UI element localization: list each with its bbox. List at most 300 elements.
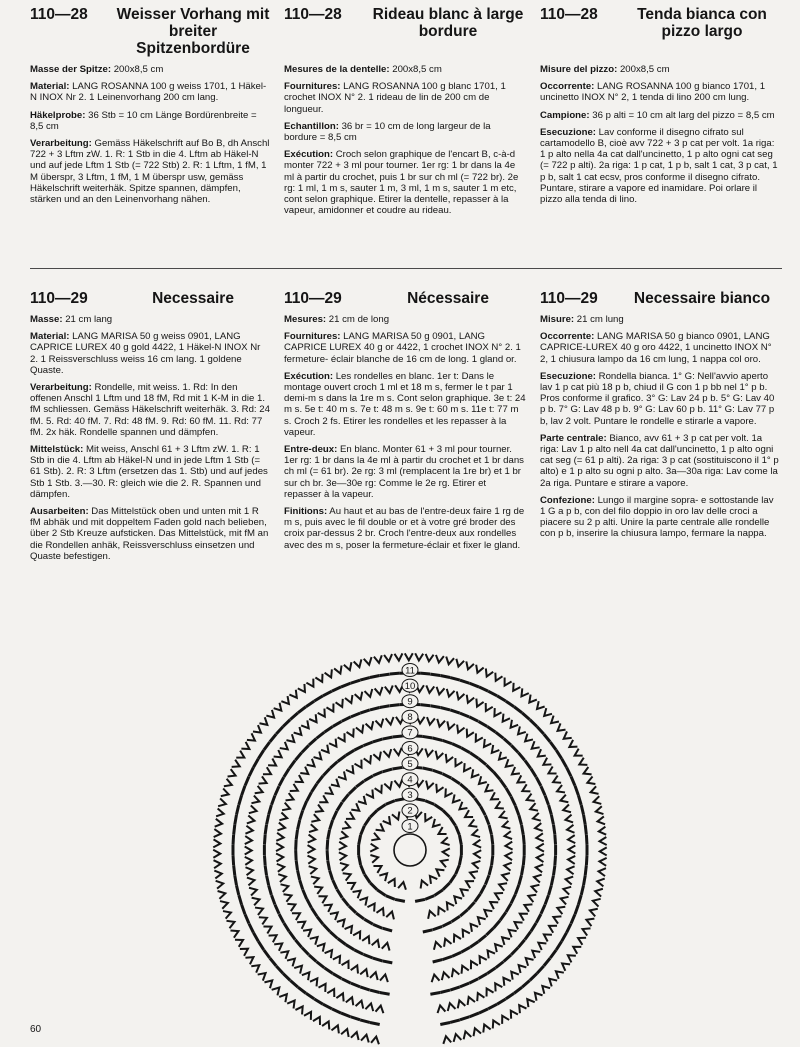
stitch-mark <box>346 765 357 775</box>
pattern-title: Weisser Vorhang mit breiter Spitzenbordüre <box>116 6 270 57</box>
stitch-mark <box>309 865 317 874</box>
stitch-mark <box>361 826 365 835</box>
stitch-mark <box>430 993 440 995</box>
stitch-mark <box>253 725 263 736</box>
stitch-mark <box>302 970 313 980</box>
stitch-mark <box>315 805 325 815</box>
stitch-mark <box>370 844 377 852</box>
stitch-mark <box>501 871 510 881</box>
stitch-mark <box>452 916 460 922</box>
stitch-mark <box>536 939 546 950</box>
stitch-mark <box>426 717 435 725</box>
stitch-mark <box>506 993 514 999</box>
stitch-mark <box>433 926 442 929</box>
stitch-mark <box>249 886 258 896</box>
stitch-mark <box>482 703 492 713</box>
stitch-mark <box>442 774 451 778</box>
stitch-mark <box>279 914 284 923</box>
stitch-mark <box>343 871 353 881</box>
stitch-mark <box>373 924 382 928</box>
stitch-mark <box>516 1003 527 1013</box>
stitch-mark <box>530 948 540 959</box>
stitch-mark <box>470 683 479 687</box>
stitch-mark <box>220 899 229 909</box>
stitch-mark <box>461 947 470 952</box>
stitch-mark <box>452 758 462 768</box>
stitch-mark <box>310 976 321 986</box>
stitch-mark <box>306 993 314 999</box>
stitch-mark <box>361 1034 370 1043</box>
stitch-mark <box>600 847 607 855</box>
stitch-mark <box>296 860 297 870</box>
stitch-mark <box>327 987 337 997</box>
stitch-mark <box>507 1009 517 1019</box>
stitch-mark <box>245 856 253 864</box>
stitch-mark <box>589 786 598 796</box>
stitch-mark <box>271 895 274 904</box>
stitch-mark <box>323 1004 332 1009</box>
stitch-mark <box>251 962 261 973</box>
stitch-mark <box>523 855 524 865</box>
stitch-mark <box>469 979 478 983</box>
stitch-mark <box>539 983 550 994</box>
stitch-mark <box>373 772 382 776</box>
stitch-mark <box>565 875 573 884</box>
stitch-mark <box>370 853 379 862</box>
stitch-mark <box>478 974 487 979</box>
paragraph: Esecuzione: Rondella bianca. 1° G: Nell'avvio aperto lav 1 p cat più 18 p b, chiud il G con 1 p bb nel 1° p b. Pros conforme il grafico. 3° G: Lav 24 p b. 5° G: Lav 40 p b. 7° G: Lav 48 p b. 9° G: Lav 60 p b. 11° G: Lav 77 p b, lav 2 volt. Puntare le rondelle e stirarle a vapore. <box>540 370 775 427</box>
stitch-mark <box>342 959 352 969</box>
stitch-mark <box>370 810 377 817</box>
stitch-mark <box>302 745 309 752</box>
stitch-mark <box>423 736 433 738</box>
stitch-mark <box>306 679 316 689</box>
paragraph: Occorrente: LANG ROSANNA 100 g bianco 1701, 1 uncinetto INOX N° 2, 1 tenda di lino 200 cm lung. <box>540 81 766 104</box>
paragraph: Masse der Spitze: 200x8,5 cm <box>30 64 164 75</box>
pattern-number: 110—29 <box>284 290 342 307</box>
stitch-mark <box>578 758 588 768</box>
stitch-mark <box>491 708 501 718</box>
stitch-mark <box>311 784 316 792</box>
stitch-mark <box>333 811 337 820</box>
stitch-mark <box>337 889 342 897</box>
stitch-mark <box>355 760 365 770</box>
stitch-mark <box>306 701 314 707</box>
stitch-mark <box>559 795 568 805</box>
stitch-mark <box>298 820 300 830</box>
stitch-mark <box>550 742 556 750</box>
stitch-mark <box>311 874 320 884</box>
stitch-mark <box>581 805 583 815</box>
stitch-mark <box>363 954 372 958</box>
stitch-mark <box>479 1009 488 1013</box>
stitch-mark <box>425 685 434 693</box>
stitch-mark <box>541 758 551 769</box>
stitch-mark <box>468 959 478 969</box>
stitch-mark <box>259 776 269 786</box>
stitch-mark <box>585 825 586 835</box>
stitch-mark <box>544 734 550 742</box>
stitch-mark <box>584 815 586 825</box>
stitch-mark <box>494 801 504 811</box>
stitch-mark <box>380 974 389 982</box>
stitch-mark <box>501 678 511 688</box>
stitch-mark <box>309 738 316 745</box>
stitch-mark <box>386 801 395 805</box>
round-label: 6 <box>407 743 413 755</box>
stitch-mark <box>456 865 460 874</box>
stitch-mark <box>575 905 578 914</box>
stitch-mark <box>330 909 341 920</box>
stitch-mark <box>327 850 328 860</box>
stitch-mark <box>442 788 453 798</box>
stitch-mark <box>567 767 571 776</box>
stitch-mark <box>364 755 374 765</box>
stitch-mark <box>468 791 475 798</box>
stitch-mark <box>443 810 450 817</box>
stitch-mark <box>485 815 489 824</box>
stitch-mark <box>236 805 238 815</box>
stitch-mark <box>598 867 606 876</box>
stitch-mark <box>454 725 464 735</box>
stitch-mark <box>317 916 323 924</box>
stitch-mark <box>395 899 405 901</box>
stitch-mark <box>475 914 486 925</box>
stitch-mark <box>332 687 341 691</box>
stitch-mark <box>586 777 595 787</box>
stitch-mark <box>555 835 556 845</box>
stitch-mark <box>384 781 394 790</box>
stitch-mark <box>578 895 581 905</box>
stitch-mark <box>341 1028 351 1037</box>
stitch-mark <box>319 795 329 805</box>
stitch-mark <box>418 879 428 888</box>
stitch-mark <box>321 745 332 756</box>
stitch-mark <box>435 655 444 663</box>
stitch-mark <box>267 815 269 825</box>
stitch-mark <box>283 720 290 727</box>
stitch-mark <box>496 962 504 968</box>
stitch-mark <box>314 999 323 1004</box>
stitch-mark <box>504 738 511 745</box>
stitch-mark <box>547 922 557 932</box>
stitch-mark <box>496 732 504 738</box>
stitch-mark <box>537 844 544 852</box>
stitch-mark <box>586 855 587 865</box>
stitch-mark <box>267 875 269 885</box>
stitch-mark <box>385 686 394 694</box>
stitch-mark <box>376 823 386 834</box>
stitch-mark <box>562 759 567 768</box>
stitch-mark <box>536 854 543 862</box>
stitch-mark <box>433 738 443 740</box>
stitch-mark <box>339 842 346 850</box>
stitch-mark <box>571 914 575 923</box>
stitch-mark <box>549 885 552 895</box>
stitch-mark <box>508 720 519 730</box>
stitch-mark <box>337 802 342 810</box>
stitch-mark <box>338 733 348 743</box>
stitch-mark <box>287 956 298 967</box>
stitch-mark <box>371 1036 380 1044</box>
stitch-mark <box>530 883 539 893</box>
stitch-mark <box>286 734 297 745</box>
stitch-mark <box>298 870 300 880</box>
stitch-mark <box>518 753 524 761</box>
round-label: 11 <box>405 665 415 677</box>
stitch-mark <box>317 941 328 952</box>
stitch-mark <box>459 964 469 974</box>
stitch-mark <box>504 955 511 962</box>
stitch-mark <box>218 798 227 807</box>
stitch-mark <box>307 845 314 853</box>
stitch-mark <box>565 815 573 824</box>
stitch-mark <box>384 654 393 662</box>
stitch-mark <box>523 901 533 911</box>
stitch-mark <box>433 784 443 794</box>
stitch-mark <box>450 874 456 882</box>
stitch-mark <box>560 960 570 971</box>
stitch-mark <box>562 805 571 815</box>
stitch-mark <box>270 958 276 966</box>
stitch-mark <box>499 1014 509 1024</box>
stitch-mark <box>450 710 460 713</box>
stitch-mark <box>265 865 266 875</box>
stitch-mark <box>264 855 265 865</box>
stitch-mark <box>536 777 541 786</box>
stitch-mark <box>316 962 324 968</box>
stitch-mark <box>325 948 336 958</box>
stitch-mark <box>373 752 383 761</box>
stitch-mark <box>568 835 576 843</box>
stitch-mark <box>242 786 245 795</box>
stitch-mark <box>522 981 530 988</box>
stitch-mark <box>349 906 356 913</box>
stitch-mark <box>224 779 233 789</box>
stitch-mark <box>562 885 571 894</box>
stitch-mark <box>351 680 361 683</box>
stitch-mark <box>503 759 514 770</box>
stitch-mark <box>450 794 461 805</box>
stitch-mark <box>303 890 307 899</box>
stitch-mark <box>303 926 313 937</box>
stitch-mark <box>336 699 346 709</box>
stitch-mark <box>518 910 528 920</box>
stitch-mark <box>475 894 481 902</box>
stitch-mark <box>325 787 335 798</box>
stitch-mark <box>345 695 355 704</box>
stitch-mark <box>439 857 448 867</box>
stitch-mark <box>456 826 460 835</box>
paragraph: Exécution: Les rondelles en blanc. 1er t: Dans le montage ouvert croch 1 ml et 18 m s, fermer le t par 1 demi-m s dans la 1re m s. Cont selon graphique. 3e t: 24 m s. 5e t: 40 m s. 7e t: 48 m s. 9e t: 60 m s. 11e t: 77 m s. Croch 2 fs. Etirer les rondelles et les repasser à la vapeur. <box>284 370 526 438</box>
stitch-mark <box>547 976 558 987</box>
stitch-mark <box>511 894 515 903</box>
stitch-mark <box>514 987 522 993</box>
stitch-mark <box>365 1002 374 1011</box>
stitch-mark <box>460 1017 470 1020</box>
stitch-mark <box>266 710 277 721</box>
stitch-mark <box>474 665 484 674</box>
stitch-mark <box>315 674 325 684</box>
stitch-mark <box>581 885 583 895</box>
stitch-mark <box>575 786 578 795</box>
stitch-mark <box>555 723 565 734</box>
pattern-number: 110—28 <box>540 6 598 23</box>
stitch-mark <box>276 843 283 851</box>
paragraph: Mesures: 21 cm de long <box>284 314 390 325</box>
stitch-mark <box>364 657 373 666</box>
stitch-mark <box>525 794 535 804</box>
pattern-title: Rideau blanc à large bordure <box>372 6 524 40</box>
pattern-title: Necessaire bianco <box>633 290 771 307</box>
stitch-mark <box>525 760 531 768</box>
stitch-mark <box>556 941 561 949</box>
stitch-mark <box>445 657 454 665</box>
stitch-mark <box>216 809 224 818</box>
page-number: 60 <box>30 1024 42 1035</box>
stitch-mark <box>459 927 470 937</box>
stitch-mark <box>551 875 553 885</box>
paragraph: Parte centrale: Bianco, avv 61 + 3 p cat per volt. 1a riga: Lav 1 p alto nell 4a cat dall'uncinetto, 1 p alto ogni cat seg (= 61 p alti). 2a riga: 3 p cat (sostituiscono il 1° p alto) e 1 p alto su ogni p alto. 3a—30a riga: Lav come la 2a riga. Puntare e stirare a vapore. <box>540 432 779 489</box>
stitch-mark <box>251 796 260 806</box>
stitch-mark <box>515 775 525 785</box>
stitch-mark <box>443 883 450 890</box>
stitch-mark <box>474 991 484 1001</box>
stitch-mark <box>333 721 342 726</box>
stitch-mark <box>586 835 587 845</box>
stitch-mark <box>289 690 300 700</box>
stitch-mark <box>342 794 348 802</box>
stitch-mark <box>464 661 474 670</box>
stitch-mark <box>423 930 433 932</box>
stitch-mark <box>354 950 363 954</box>
stitch-mark <box>529 803 538 813</box>
paragraph: Verarbeitung: Rondelle, mit weiss. 1. Rd: In den offenen Anschl 1 Lftm und 18 fM, Rd mit 1 K-M in die 1. fM schliessen. Gemäss Häkelschrift weiterhäk. 3. Rd: 24 fM. 5. Rd: 40 fM. 7. Rd: 48 fM. 9. Rd: 60 fM. 11. Rd: 77 fM. 2x häk. Rondelle spannen und dämpfen. <box>30 382 270 438</box>
stitch-mark <box>567 740 577 751</box>
stitch-mark <box>523 835 524 845</box>
stitch-mark <box>382 769 392 772</box>
stitch-mark <box>317 776 323 784</box>
stitch-mark <box>383 749 392 758</box>
stitch-mark <box>324 901 334 912</box>
stitch-mark <box>596 877 604 886</box>
stitch-mark <box>452 744 461 748</box>
stitch-mark <box>486 928 493 935</box>
stitch-mark <box>375 687 384 695</box>
stitch-mark <box>359 835 361 845</box>
stitch-mark <box>440 676 450 678</box>
stitch-mark <box>516 962 527 973</box>
stitch-mark <box>323 691 332 696</box>
stitch-mark <box>499 714 510 724</box>
stitch-mark <box>373 739 383 742</box>
stitch-mark <box>303 801 307 810</box>
stitch-mark <box>366 790 377 800</box>
stitch-mark <box>464 729 474 739</box>
stitch-mark <box>584 875 586 885</box>
stitch-mark <box>356 913 364 919</box>
stitch-mark <box>483 987 493 997</box>
stitch-mark <box>455 659 465 668</box>
stitch-mark <box>500 780 506 788</box>
stitch-mark <box>544 958 550 966</box>
stitch-mark <box>481 1023 491 1033</box>
stitch-mark <box>532 813 541 822</box>
round-label: 10 <box>404 680 416 692</box>
stitch-mark <box>581 925 591 935</box>
stitch-mark <box>359 855 361 865</box>
stitch-mark <box>424 749 433 757</box>
stitch-mark <box>469 869 478 879</box>
stitch-mark <box>514 707 522 713</box>
stitch-mark <box>506 927 516 938</box>
stitch-mark <box>365 817 371 825</box>
stitch-mark <box>567 865 575 874</box>
stitch-mark <box>344 662 354 671</box>
stitch-mark <box>405 653 413 660</box>
stitch-mark <box>253 759 258 768</box>
stitch-mark <box>364 776 373 781</box>
stitch-mark <box>551 776 561 786</box>
stitch-mark <box>390 673 400 674</box>
stitch-mark <box>434 805 442 811</box>
stitch-mark <box>434 866 444 877</box>
stitch-mark <box>330 820 333 830</box>
stitch-mark <box>423 768 433 770</box>
stitch-mark <box>568 845 575 853</box>
stitch-mark <box>282 803 291 813</box>
stitch-mark <box>351 1017 361 1020</box>
stitch-mark <box>340 861 349 870</box>
stitch-mark <box>355 692 365 701</box>
stitch-mark <box>331 779 342 790</box>
stitch-mark <box>383 816 394 826</box>
stitch-mark <box>390 705 400 706</box>
stitch-mark <box>333 974 342 979</box>
stitch-mark <box>526 695 537 705</box>
stitch-mark <box>292 910 302 920</box>
stitch-mark <box>245 954 255 965</box>
stitch-mark <box>218 889 227 898</box>
stitch-mark <box>245 846 252 854</box>
stitch-mark <box>346 812 356 822</box>
stitch-mark <box>442 1035 451 1043</box>
stitch-mark <box>325 669 335 679</box>
stitch-mark <box>258 970 269 981</box>
stitch-mark <box>472 859 481 868</box>
stitch-mark <box>276 727 283 734</box>
stitch-mark <box>599 857 606 865</box>
stitch-mark <box>553 968 563 979</box>
stitch-mark <box>375 719 384 728</box>
stitch-mark <box>318 709 329 719</box>
stitch-mark <box>239 795 242 805</box>
stitch-mark <box>259 717 270 728</box>
round-label: 1 <box>407 821 413 833</box>
stitch-mark <box>249 805 258 814</box>
stitch-mark <box>370 990 380 992</box>
stitch-mark <box>372 939 382 948</box>
stitch-mark <box>264 835 265 845</box>
paragraph: Misure: 21 cm lung <box>540 314 624 325</box>
paragraph: Material: LANG ROSANNA 100 g weiss 1701, 1 Häkel-N INOX Nr 2. 1 Leinenvorhang 200 cm lang. <box>30 81 267 104</box>
stitch-mark <box>434 890 442 896</box>
stitch-mark <box>450 1020 460 1023</box>
paragraph: Misure del pizzo: 200x8,5 cm <box>540 64 670 75</box>
stitch-mark <box>548 716 559 727</box>
stitch-mark <box>478 758 486 764</box>
stitch-mark <box>462 1030 472 1039</box>
